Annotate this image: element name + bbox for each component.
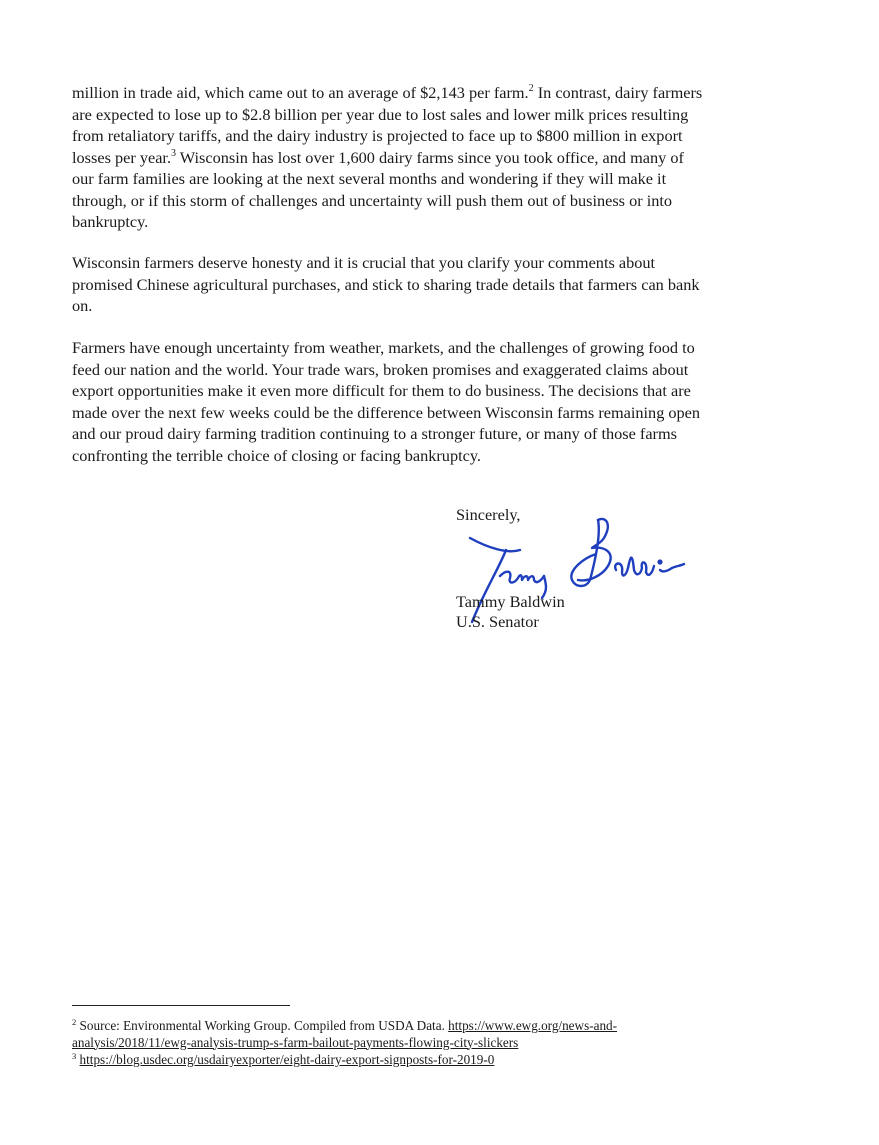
text-line: made over the next few weeks could be the difference between Wisconsin farms remaining open [72, 402, 701, 422]
footnote-link-continued[interactable]: analysis/2018/11/ewg-analysis-trump-s-farm-bailout-payments-flowing-city-slickers [72, 1034, 519, 1050]
text-line: and our proud dairy farming tradition continuing to a stronger future, or many of those farms [72, 424, 677, 443]
footnote-2 [72, 1018, 832, 1051]
text-line: our farm families are looking at the next several months and wondering if they will make it [72, 169, 667, 188]
text-line: from retaliatory tariffs, and the dairy industry is projected to face up to $800 million in export [72, 126, 683, 145]
paragraph-trade-aid [72, 82, 802, 233]
text-line: bankruptcy. [72, 212, 149, 231]
footnote-link[interactable]: https://blog.usdec.org/usdairyexporter/eight-dairy-export-signposts-for-2019-0 [79, 1052, 495, 1067]
signer-name: Tammy Baldwin [456, 592, 565, 611]
text-line: export opportunities make it even more difficult for them to do business. The decisions that are [72, 381, 691, 400]
text-line: Farmers have enough uncertainty from weather, markets, and the challenges of growing food to [72, 338, 695, 357]
text-line: confronting the terrible choice of closing or facing bankruptcy. [72, 445, 481, 465]
text-line: promised Chinese agricultural purchases, and stick to sharing trade details that farmers can bank [72, 274, 700, 294]
text-line: million in trade aid, which came out to an average of $2,143 per farm.$^2$ In contrast, dairy farmers [72, 83, 703, 102]
text-line: Wisconsin farmers deserve honesty and it is crucial that you clarify your comments about [72, 253, 656, 272]
text-line: feed our nation and the world. Your trade wars, broken promises and exaggerated claims about [72, 359, 689, 379]
text-line: on. [72, 296, 93, 315]
signer-title: U.S. Senator [456, 612, 539, 631]
text-line: are expected to lose up to $2.8 billion per year due to lost sales and lower milk prices resulting [72, 104, 689, 124]
paragraph-uncertainty [72, 337, 802, 466]
footnote-ref-2[interactable]: 2 [528, 83, 534, 94]
text-line: through, or if this storm of challenges and uncertainty will push them out of business or into [72, 190, 673, 210]
paragraph-honesty [72, 252, 802, 317]
footnote-number: 3 [72, 1051, 77, 1061]
closing-salutation: Sincerely, [456, 505, 521, 524]
footnote-number: 2 [72, 1017, 77, 1027]
footnote-ref-3[interactable]: 3 [171, 147, 177, 159]
footnote-3 [72, 1052, 832, 1069]
footnote-divider [72, 1005, 290, 1006]
footnote-text: Source: Environmental Working Group. Compiled from USDA Data. [79, 1018, 449, 1033]
text-line: losses per year.$^3$ Wisconsin has lost over 1,600 dairy farms since you took office, and many of [72, 147, 684, 167]
footnote-link[interactable]: https://www.ewg.org/news-and- [448, 1018, 618, 1033]
